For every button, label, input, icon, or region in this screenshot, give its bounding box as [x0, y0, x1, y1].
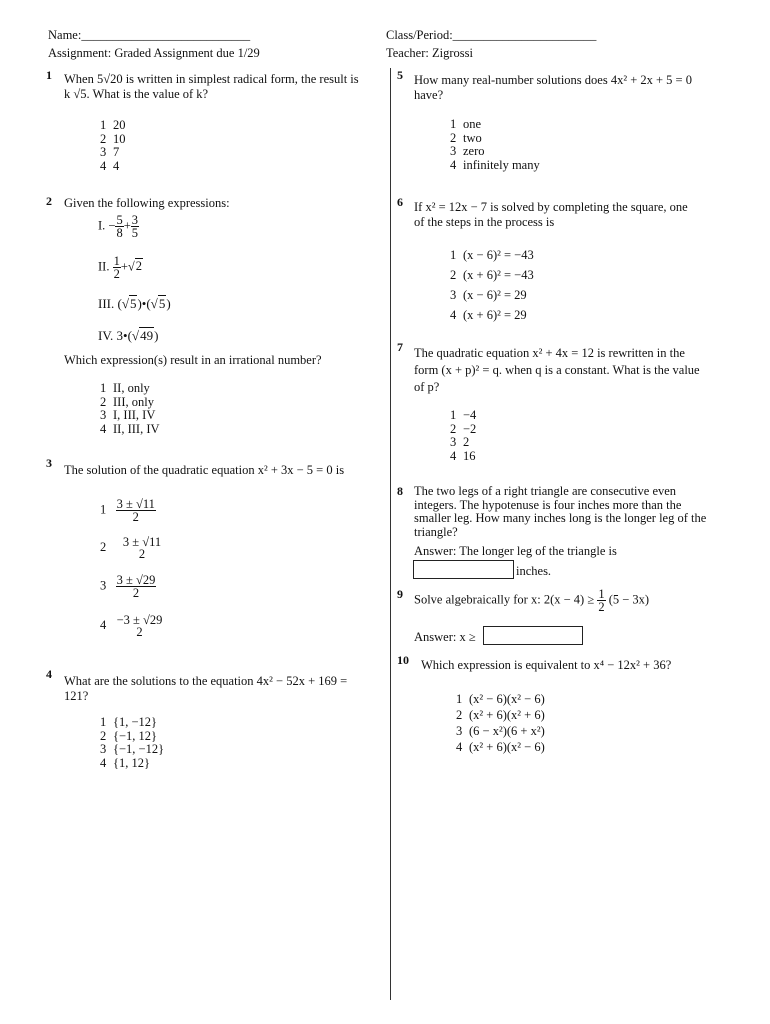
option[interactable]: 4 (x² + 6)(x² − 6) — [456, 740, 545, 754]
question-4-options — [100, 716, 164, 770]
expression-ii: II. $\frac{1}{2}$ +√2 — [98, 254, 142, 281]
question-10-text: Which expression is equivalent to x⁴ − 12x² + 36? — [421, 658, 672, 672]
expression-i: I. − $\frac{5}{8}$ + $\frac{3}{5}$ — [98, 213, 139, 240]
question-9-text: Solve algebraically for x: 2(x − 4) ≥ $\frac{1}{2}$ (5 − 3x) — [414, 587, 650, 614]
question-number-10: 10 — [397, 653, 409, 667]
question-number-6: 6 — [397, 195, 403, 209]
question-number-2: 2 — [46, 194, 52, 208]
question-10-options — [456, 691, 545, 755]
option[interactable]: 2 III, only — [100, 394, 154, 409]
question-6-options — [450, 245, 534, 325]
assignment-title: Assignment: Graded Assignment due 1/29 — [48, 46, 260, 60]
question-number-4: 4 — [46, 667, 52, 681]
question-number-9: 9 — [397, 587, 403, 601]
option[interactable]: 1 (x² − 6)(x² − 6) — [456, 692, 545, 706]
question-9-answer-input[interactable] — [483, 626, 583, 645]
question-4-text: What are the solutions to the equation 4x² − 52x + 169 = 121? — [64, 674, 348, 703]
question-8-unit: inches. — [516, 564, 552, 578]
question-9-answer-label: Answer: x ≥ — [414, 630, 476, 644]
question-2-prompt: Which expression(s) result in an irrational number? — [64, 353, 322, 367]
question-7-options — [450, 409, 476, 463]
class-period-line[interactable]: Class/Period:_______________________ — [386, 28, 597, 42]
option[interactable]: 4 −3 ± √29 2 — [100, 613, 163, 639]
option[interactable]: 3 $\frac{3 \pm √29}{2}$ — [100, 573, 156, 600]
option[interactable]: 3 I, III, IV — [100, 408, 156, 422]
name-line[interactable]: Name:___________________________ — [48, 28, 251, 42]
question-1-text — [64, 72, 384, 102]
expression-iv: IV. 3•(√49) — [98, 328, 159, 343]
column-divider — [390, 68, 391, 1000]
option[interactable]: 1 (x − 6)² = −43 — [450, 248, 534, 262]
option[interactable]: 2 two — [450, 130, 482, 145]
option[interactable]: 4 II, III, IV — [100, 421, 160, 436]
option[interactable]: 1 one — [450, 117, 482, 131]
question-8-text: The two legs of a right triangle are consecutive even integers. The hypotenuse is four inches more than the smaller leg. How many inches long is the longer leg of the triangle? — [414, 484, 707, 539]
question-1-options — [100, 119, 126, 173]
option[interactable]: 2 (x² + 6)(x² + 6) — [456, 708, 545, 722]
question-7-text: The quadratic equation x² + 4x = 12 is rewritten in the form (x + p)² = q. when q is a constant. What is the value of p? — [414, 346, 700, 394]
option[interactable]: 3 (6 − x²)(6 + x²) — [456, 724, 545, 738]
question-number-3: 3 — [46, 456, 52, 470]
question-8-answer-input[interactable] — [413, 560, 514, 579]
question-number-1: 1 — [46, 68, 52, 82]
option[interactable]: 1 −4 — [450, 408, 477, 422]
option[interactable]: 4 (x + 6)² = 29 — [450, 308, 527, 322]
option[interactable]: 3 2 — [450, 435, 470, 449]
question-number-5: 5 — [397, 68, 403, 82]
expression-iii: III. (√5)•(√5) — [98, 296, 171, 311]
question-5-text: How many real-number solutions does 4x² + 2x + 5 = 0 have? — [414, 73, 692, 102]
option[interactable]: 2 {−1, 12} — [100, 728, 158, 743]
option[interactable]: 2 (x + 6)² = −43 — [450, 268, 534, 282]
option[interactable]: 3 zero — [450, 144, 485, 158]
question-1-line-b: k √5. What is the value of k? — [64, 87, 209, 101]
option[interactable]: 2 3 ± √11 2 — [100, 535, 162, 561]
option[interactable]: 4 16 — [450, 448, 476, 463]
option[interactable]: 4 infinitely many — [450, 157, 540, 172]
question-number-7: 7 — [397, 340, 403, 354]
question-1-line-a: When 5√20 is written in simplest radical form, the result is — [64, 72, 359, 86]
question-3-text: The solution of the quadratic equation x² + 3x − 5 = 0 is — [64, 463, 345, 477]
option[interactable]: 1 II, only — [100, 381, 150, 395]
option[interactable]: 4 4 — [100, 158, 120, 173]
question-2-text: Given the following expressions: — [64, 196, 230, 210]
teacher-name: Teacher: Zigrossi — [386, 46, 473, 60]
option[interactable]: 3 (x − 6)² = 29 — [450, 288, 527, 302]
option[interactable]: 3 7 — [100, 145, 120, 159]
option[interactable]: 2 10 — [100, 131, 126, 146]
question-8-answer-label: Answer: The longer leg of the triangle is — [414, 544, 617, 558]
question-5-options — [450, 118, 540, 172]
option[interactable]: 1 20 — [100, 118, 126, 132]
question-number-8: 8 — [397, 484, 403, 498]
option[interactable]: 4 {1, 12} — [100, 755, 150, 770]
question-2-options — [100, 382, 160, 436]
question-6-text: If x² = 12x − 7 is solved by completing the square, one of the steps in the process is — [414, 200, 688, 229]
option[interactable]: 3 {−1, −12} — [100, 742, 165, 756]
option[interactable]: 1 {1, −12} — [100, 715, 158, 729]
option[interactable]: 2 −2 — [450, 421, 477, 436]
option[interactable]: 1 $\frac{3 \pm √11}{2}$ — [100, 497, 155, 524]
